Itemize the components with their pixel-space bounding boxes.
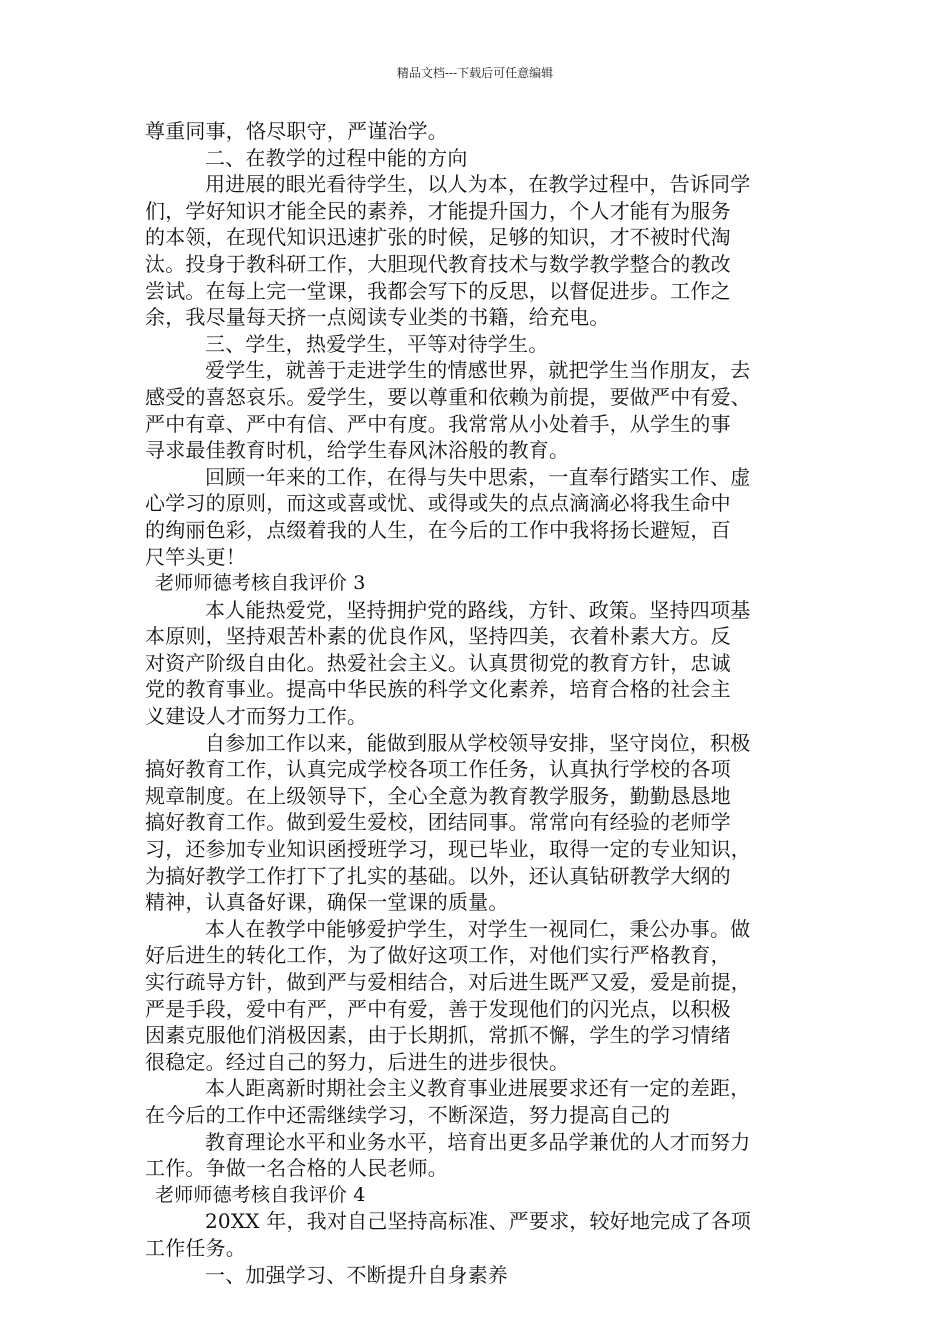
- text-line: 二、在教学的过程中能的方向: [205, 145, 468, 170]
- text-line: 很稳定。经过自己的努力，后进生的进步很快。: [145, 1049, 570, 1074]
- text-line: 20XX 年，我对自己坚持高标准、严要求，较好地完成了各项: [205, 1209, 752, 1234]
- text-line: 精神，认真备好课，确保一堂课的质量。: [145, 890, 509, 915]
- text-line: 严是手段，爱中有严，严中有爱，善于发现他们的闪光点，以积极: [145, 996, 731, 1021]
- text-line: 尺竿头更！: [145, 544, 246, 569]
- text-line: 搞好教育工作，认真完成学校各项工作任务，认真执行学校的各项: [145, 757, 731, 782]
- text-line: 规章制度。在上级领导下，全心全意为教育教学服务，勤勤恳恳地: [145, 783, 731, 808]
- text-line: 汰。投身于教科研工作，大胆现代教育技术与数学教学整合的教改: [145, 251, 731, 276]
- section-heading: 老师师德考核自我评价 4: [155, 1183, 366, 1206]
- text-line: 义建设人才而努力工作。: [145, 704, 368, 729]
- text-line: 为搞好教学工作打下了扎实的基础。以外，还认真钻研教学大纲的: [145, 863, 731, 888]
- text-line: 实行疏导方针，做到严与爱相结合，对后进生既严又爱，爱是前提，: [145, 970, 751, 994]
- text-line: 本原则，坚持艰苦朴素的优良作风，坚持四美，衣着朴素大方。反: [145, 624, 731, 649]
- text-line: 因素克服他们消极因素，由于长期抓，常抓不懈，学生的学习情绪: [145, 1023, 731, 1048]
- text-line: 严中有章、严中有信、严中有度。我常常从小处着手，从学生的事: [145, 411, 731, 436]
- text-line: 自参加工作以来，能做到服从学校领导安排，坚守岗位，积极: [205, 730, 751, 755]
- text-line: 寻求最佳教育时机，给学生春风沐浴般的教育。: [145, 438, 570, 463]
- text-line: 党的教育事业。提高中华民族的科学文化素养，培育合格的社会主: [145, 677, 731, 702]
- text-line: 教育理论水平和业务水平，培育出更多品学兼优的人才而努力: [205, 1129, 751, 1154]
- text-line: 本人距离新时期社会主义教育事业进展要求还有一定的差距，: [205, 1076, 751, 1101]
- text-line: 搞好教育工作。做到爱生爱校，团结同事。常常向有经验的老师学: [145, 810, 731, 835]
- text-line: 们，学好知识才能全民的素养，才能提升国力，个人才能有为服务: [145, 198, 731, 223]
- text-line: 本人能热爱党，坚持拥护党的路线，方针、政策。坚持四项基: [205, 597, 751, 622]
- page-header: 精品文档---下载后可任意编辑: [396, 66, 554, 80]
- text-line: 习，还参加专业知识函授班学习，现已毕业，取得一定的专业知识，: [145, 837, 751, 862]
- text-line: 在今后的工作中还需继续学习，不断深造，努力提高自己的: [145, 1102, 671, 1127]
- text-line: 尝试。在每上完一堂课，我都会写下的反思，以督促进步。工作之: [145, 278, 731, 303]
- text-line: 本人在教学中能够爱护学生，对学生一视同仁，秉公办事。做: [205, 916, 751, 941]
- text-line: 对资产阶级自由化。热爱社会主义。认真贯彻党的教育方针，忠诚: [145, 650, 731, 675]
- text-line: 工作任务。: [145, 1235, 246, 1260]
- text-line: 感受的喜怒哀乐。爱学生，要以尊重和依赖为前提，要做严中有爱、: [145, 384, 751, 409]
- text-line: 工作。争做一名合格的人民老师。: [145, 1156, 448, 1181]
- text-line: 一、加强学习、不断提升自身素养: [205, 1262, 508, 1287]
- section-heading: 老师师德考核自我评价 3: [155, 572, 366, 595]
- text-line: 用进展的眼光看待学生，以人为本，在教学过程中，告诉同学: [205, 172, 751, 197]
- text-line: 回顾一年来的工作，在得与失中思索，一直奉行踏实工作、虚: [205, 464, 751, 489]
- document-body: [145, 118, 815, 1288]
- text-line: 心学习的原则，而这或喜或忧、或得或失的点点滴滴必将我生命中: [145, 491, 731, 516]
- text-line: 的绚丽色彩，点缀着我的人生，在今后的工作中我将扬长避短，百: [145, 517, 731, 542]
- text-line: 的本领，在现代知识迅速扩张的时候，足够的知识，才不被时代淘: [145, 225, 731, 250]
- text-line: 爱学生，就善于走进学生的情感世界，就把学生当作朋友，去: [205, 358, 751, 383]
- text-line: 尊重同事，恪尽职守，严谨治学。: [145, 119, 448, 143]
- text-line: 三、学生，热爱学生，平等对待学生。: [205, 331, 549, 356]
- text-line: 好后进生的转化工作，为了做好这项工作，对他们实行严格教育，: [145, 943, 731, 968]
- text-line: 余，我尽量每天挤一点阅读专业类的书籍，给充电。: [145, 305, 610, 330]
